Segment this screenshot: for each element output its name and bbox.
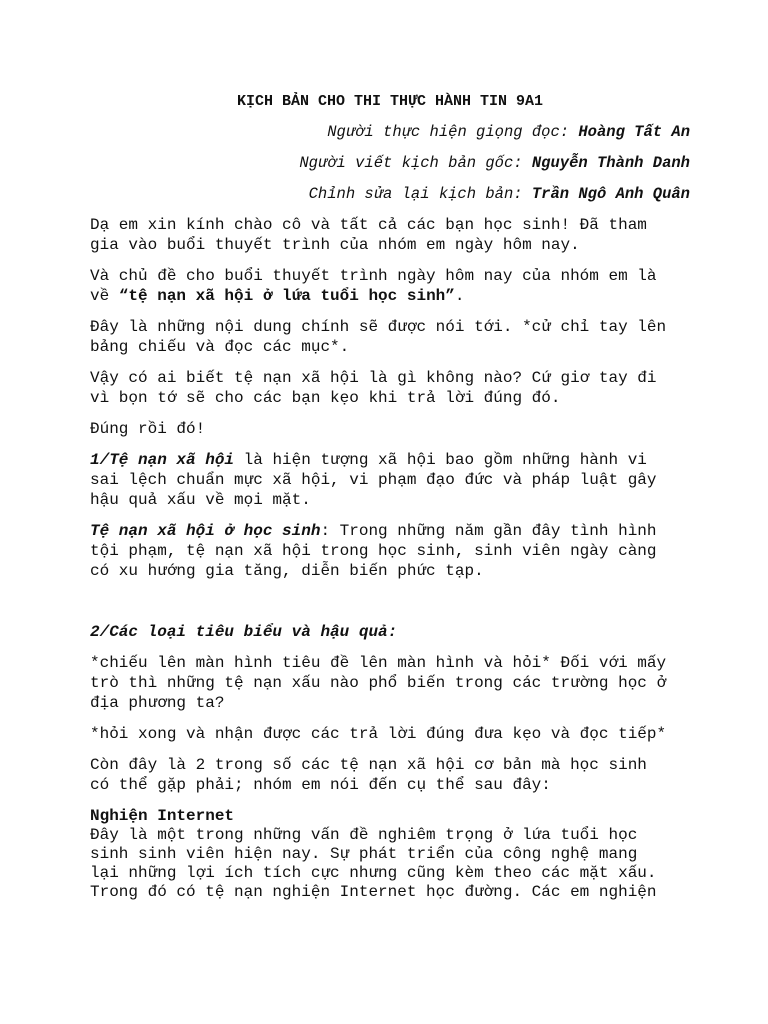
credit-voice-label: Người thực hiện giọng đọc: xyxy=(327,123,579,141)
credit-editor-label: Chỉnh sửa lại kịch bản: xyxy=(308,185,532,203)
students-paragraph xyxy=(90,521,690,581)
overview-paragraph: Còn đây là 2 trong số các tệ nạn xã hội cơ bản mà học sinh có thể gặp phải; nhóm em nói đến cụ thể sau đây: xyxy=(90,756,647,794)
question-paragraph: Vậy có ai biết tệ nạn xã hội là gì không nào? Cứ giơ tay đi vì bọn tớ sẽ cho các bạn kẹo khi trả lời đúng đó. xyxy=(90,369,657,407)
credit-voice-name: Hoàng Tất An xyxy=(578,123,690,141)
topic-title: “tệ nạn xã hội ở lứa tuổi học sinh” xyxy=(118,287,455,305)
internet-subheading: Nghiện Internet xyxy=(90,807,235,825)
topic-paragraph xyxy=(90,266,690,306)
document-title: KỊCH BẢN CHO THI THỰC HÀNH TIN 9A1 xyxy=(236,93,544,110)
credit-voice xyxy=(90,122,690,142)
topic-intro: Và chủ đề cho buổi thuyết trình ngày hôm nay của nhóm em là về xyxy=(90,267,657,305)
document-page xyxy=(90,92,690,902)
definition-paragraph xyxy=(90,450,690,510)
credit-editor xyxy=(90,184,690,204)
credit-writer-name: Nguyễn Thành Danh xyxy=(531,154,690,172)
credit-writer-label: Người viết kịch bản gốc: xyxy=(299,154,532,172)
stage-direction-paragraph: *hỏi xong và nhận được các trả lời đúng đưa kẹo và đọc tiếp* xyxy=(90,725,667,743)
spacer xyxy=(90,592,690,622)
credit-writer xyxy=(90,153,690,173)
students-term: Tệ nạn xã hội ở học sinh xyxy=(90,522,321,540)
students-text: : Trong những năm gần đây tình hình tội phạm, tệ nạn xã hội trong học sinh, sinh viên ngày càng có xu hướng gia tăng, diễn biến phức tạp. xyxy=(90,522,657,580)
screen-question-paragraph: *chiếu lên màn hình tiêu đề lên màn hình và hỏi* Đối với mấy trò thì những tệ nạn xấu nào phổ biến trong các trường học ở địa phương ta? xyxy=(90,654,667,712)
content-paragraph: Đây là những nội dung chính sẽ được nói tới. *cử chỉ tay lên bảng chiếu và đọc các mục*. xyxy=(90,318,667,356)
definition-term: 1/Tệ nạn xã hội xyxy=(90,451,235,469)
definition-text: là hiện tượng xã hội bao gồm những hành vi sai lệch chuẩn mực xã hội, vi phạm đạo đức và pháp luật gây hậu quả xấu về mọi mặt. xyxy=(90,451,657,509)
credit-editor-name: Trần Ngô Anh Quân xyxy=(531,185,690,203)
internet-paragraph: Đây là một trong những vấn đề nghiêm trọng ở lứa tuổi học sinh sinh viên hiện nay. Sự phát triển của công nghệ mang lại những lợi ích tích cực nhưng cũng kèm theo các mặt xấu. Trong đó có tệ nạn nghiện Internet học đường. Các em nghiện xyxy=(90,826,657,901)
confirm-paragraph: Đúng rồi đó! xyxy=(90,420,206,438)
greeting-paragraph: Dạ em xin kính chào cô và tất cả các bạn học sinh! Đã tham gia vào buổi thuyết trình của nhóm em ngày hôm nay. xyxy=(90,216,647,254)
topic-end: . xyxy=(454,287,465,305)
section-heading: 2/Các loại tiêu biểu và hậu quả: xyxy=(90,623,398,641)
